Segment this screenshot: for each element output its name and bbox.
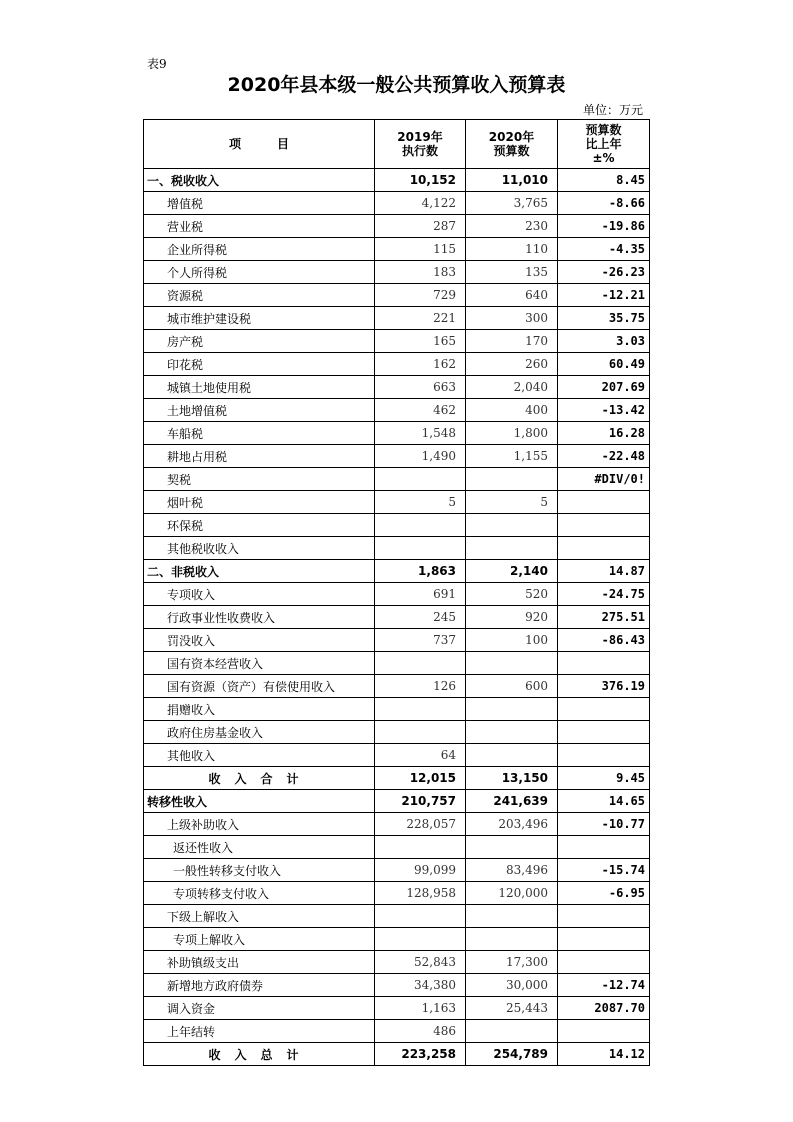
header-item: 项 目 xyxy=(144,120,375,169)
row-budget-2020: 30,000 xyxy=(466,974,558,997)
row-exec-2019: 34,380 xyxy=(375,974,466,997)
row-change-percent: -12.21 xyxy=(558,284,650,307)
row-budget-2020: 11,010 xyxy=(466,169,558,192)
row-budget-2020: 254,789 xyxy=(466,1043,558,1066)
row-change-percent xyxy=(558,537,650,560)
row-budget-2020: 2,140 xyxy=(466,560,558,583)
row-item-name: 环保税 xyxy=(144,514,375,537)
table-row xyxy=(144,514,650,537)
row-change-percent xyxy=(558,836,650,859)
row-budget-2020 xyxy=(466,698,558,721)
row-change-percent: -8.66 xyxy=(558,192,650,215)
table-row xyxy=(144,652,650,675)
table-row xyxy=(144,330,650,353)
row-exec-2019: 663 xyxy=(375,376,466,399)
row-exec-2019: 737 xyxy=(375,629,466,652)
row-exec-2019 xyxy=(375,698,466,721)
row-change-percent: -6.95 xyxy=(558,882,650,905)
row-change-percent xyxy=(558,744,650,767)
row-item-name: 个人所得税 xyxy=(144,261,375,284)
table-row xyxy=(144,744,650,767)
row-item-name: 国有资源（资产）有偿使用收入 xyxy=(144,675,375,698)
row-exec-2019: 245 xyxy=(375,606,466,629)
table-row xyxy=(144,882,650,905)
table-row xyxy=(144,928,650,951)
row-change-percent xyxy=(558,951,650,974)
row-change-percent: 2087.70 xyxy=(558,997,650,1020)
row-budget-2020 xyxy=(466,514,558,537)
table-row xyxy=(144,583,650,606)
row-budget-2020: 17,300 xyxy=(466,951,558,974)
row-exec-2019 xyxy=(375,836,466,859)
row-budget-2020 xyxy=(466,468,558,491)
row-change-percent: 14.65 xyxy=(558,790,650,813)
row-exec-2019: 1,548 xyxy=(375,422,466,445)
row-budget-2020: 300 xyxy=(466,307,558,330)
table-row xyxy=(144,468,650,491)
row-exec-2019: 183 xyxy=(375,261,466,284)
budget-table xyxy=(143,119,650,1066)
row-exec-2019: 10,152 xyxy=(375,169,466,192)
row-change-percent: -22.48 xyxy=(558,445,650,468)
row-item-name: 土地增值税 xyxy=(144,399,375,422)
row-exec-2019: 223,258 xyxy=(375,1043,466,1066)
table-row xyxy=(144,951,650,974)
row-exec-2019 xyxy=(375,652,466,675)
row-budget-2020 xyxy=(466,836,558,859)
document-title: 2020年县本级一般公共预算收入预算表 xyxy=(227,74,566,96)
row-change-percent: -24.75 xyxy=(558,583,650,606)
row-budget-2020: 203,496 xyxy=(466,813,558,836)
row-item-name: 其他税收收入 xyxy=(144,537,375,560)
row-item-name: 罚没收入 xyxy=(144,629,375,652)
row-budget-2020 xyxy=(466,1020,558,1043)
row-item-name: 上年结转 xyxy=(144,1020,375,1043)
row-change-percent: -86.43 xyxy=(558,629,650,652)
row-item-name: 车船税 xyxy=(144,422,375,445)
row-budget-2020: 400 xyxy=(466,399,558,422)
table-row xyxy=(144,698,650,721)
row-change-percent: 376.19 xyxy=(558,675,650,698)
row-item-name: 收入总计 xyxy=(144,1043,375,1066)
row-budget-2020: 241,639 xyxy=(466,790,558,813)
row-change-percent: -10.77 xyxy=(558,813,650,836)
row-exec-2019: 4,122 xyxy=(375,192,466,215)
row-budget-2020: 520 xyxy=(466,583,558,606)
table-row xyxy=(144,445,650,468)
row-change-percent: -26.23 xyxy=(558,261,650,284)
row-change-percent: 3.03 xyxy=(558,330,650,353)
table-row xyxy=(144,905,650,928)
row-item-name: 企业所得税 xyxy=(144,238,375,261)
row-exec-2019: 221 xyxy=(375,307,466,330)
row-change-percent: 8.45 xyxy=(558,169,650,192)
row-budget-2020: 600 xyxy=(466,675,558,698)
row-change-percent xyxy=(558,652,650,675)
table-row xyxy=(144,261,650,284)
row-budget-2020 xyxy=(466,928,558,951)
table-row xyxy=(144,721,650,744)
table-row xyxy=(144,192,650,215)
row-exec-2019: 1,163 xyxy=(375,997,466,1020)
row-item-name: 其他收入 xyxy=(144,744,375,767)
row-budget-2020 xyxy=(466,905,558,928)
row-change-percent: -13.42 xyxy=(558,399,650,422)
row-change-percent xyxy=(558,721,650,744)
row-change-percent xyxy=(558,928,650,951)
row-budget-2020: 25,443 xyxy=(466,997,558,1020)
table-row xyxy=(144,215,650,238)
row-change-percent: 9.45 xyxy=(558,767,650,790)
table-row xyxy=(144,399,650,422)
row-budget-2020 xyxy=(466,537,558,560)
row-change-percent: 275.51 xyxy=(558,606,650,629)
row-item-name: 耕地占用税 xyxy=(144,445,375,468)
table-header-row xyxy=(144,120,650,169)
row-item-name: 行政事业性收费收入 xyxy=(144,606,375,629)
row-change-percent: -12.74 xyxy=(558,974,650,997)
row-item-name: 捐赠收入 xyxy=(144,698,375,721)
row-budget-2020: 170 xyxy=(466,330,558,353)
row-item-name: 房产税 xyxy=(144,330,375,353)
row-exec-2019: 99,099 xyxy=(375,859,466,882)
row-budget-2020: 83,496 xyxy=(466,859,558,882)
row-exec-2019: 729 xyxy=(375,284,466,307)
row-exec-2019: 5 xyxy=(375,491,466,514)
row-exec-2019: 165 xyxy=(375,330,466,353)
row-change-percent xyxy=(558,1020,650,1043)
row-item-name: 增值税 xyxy=(144,192,375,215)
row-exec-2019 xyxy=(375,721,466,744)
row-exec-2019: 64 xyxy=(375,744,466,767)
table-row xyxy=(144,675,650,698)
table-row xyxy=(144,1043,650,1066)
table-row xyxy=(144,353,650,376)
row-change-percent xyxy=(558,491,650,514)
row-item-name: 一、税收收入 xyxy=(144,169,375,192)
row-item-name: 城镇土地使用税 xyxy=(144,376,375,399)
row-budget-2020: 230 xyxy=(466,215,558,238)
row-exec-2019: 128,958 xyxy=(375,882,466,905)
table-row xyxy=(144,974,650,997)
header-exec-2019: 2019年 执行数 xyxy=(375,120,466,169)
row-exec-2019: 12,015 xyxy=(375,767,466,790)
row-item-name: 印花税 xyxy=(144,353,375,376)
row-change-percent xyxy=(558,698,650,721)
row-item-name: 转移性收入 xyxy=(144,790,375,813)
row-change-percent: 35.75 xyxy=(558,307,650,330)
row-budget-2020: 1,155 xyxy=(466,445,558,468)
row-item-name: 契税 xyxy=(144,468,375,491)
table-row xyxy=(144,376,650,399)
row-exec-2019: 162 xyxy=(375,353,466,376)
row-item-name: 专项收入 xyxy=(144,583,375,606)
row-item-name: 新增地方政府债券 xyxy=(144,974,375,997)
row-budget-2020: 640 xyxy=(466,284,558,307)
row-exec-2019: 126 xyxy=(375,675,466,698)
row-item-name: 补助镇级支出 xyxy=(144,951,375,974)
table-row xyxy=(144,560,650,583)
row-budget-2020: 2,040 xyxy=(466,376,558,399)
row-exec-2019: 287 xyxy=(375,215,466,238)
row-item-name: 下级上解收入 xyxy=(144,905,375,928)
row-item-name: 政府住房基金收入 xyxy=(144,721,375,744)
row-exec-2019: 52,843 xyxy=(375,951,466,974)
row-exec-2019: 1,863 xyxy=(375,560,466,583)
row-change-percent: 14.12 xyxy=(558,1043,650,1066)
row-change-percent: 207.69 xyxy=(558,376,650,399)
row-budget-2020 xyxy=(466,744,558,767)
row-item-name: 返还性收入 xyxy=(144,836,375,859)
row-exec-2019 xyxy=(375,514,466,537)
row-exec-2019: 210,757 xyxy=(375,790,466,813)
row-item-name: 专项转移支付收入 xyxy=(144,882,375,905)
row-exec-2019 xyxy=(375,905,466,928)
table-row xyxy=(144,307,650,330)
row-change-percent: -19.86 xyxy=(558,215,650,238)
table-row xyxy=(144,767,650,790)
row-budget-2020: 135 xyxy=(466,261,558,284)
row-change-percent: #DIV/0! xyxy=(558,468,650,491)
row-item-name: 一般性转移支付收入 xyxy=(144,859,375,882)
table-row xyxy=(144,790,650,813)
row-item-name: 收入合计 xyxy=(144,767,375,790)
row-change-percent: 14.87 xyxy=(558,560,650,583)
table-row xyxy=(144,1020,650,1043)
row-item-name: 国有资本经营收入 xyxy=(144,652,375,675)
row-budget-2020 xyxy=(466,721,558,744)
row-item-name: 上级补助收入 xyxy=(144,813,375,836)
row-item-name: 城市维护建设税 xyxy=(144,307,375,330)
row-exec-2019: 486 xyxy=(375,1020,466,1043)
row-exec-2019 xyxy=(375,928,466,951)
row-item-name: 专项上解收入 xyxy=(144,928,375,951)
row-budget-2020: 120,000 xyxy=(466,882,558,905)
row-budget-2020: 260 xyxy=(466,353,558,376)
table-row xyxy=(144,629,650,652)
header-budget-2020: 2020年 预算数 xyxy=(466,120,558,169)
row-budget-2020: 920 xyxy=(466,606,558,629)
row-item-name: 营业税 xyxy=(144,215,375,238)
table-row xyxy=(144,284,650,307)
row-item-name: 烟叶税 xyxy=(144,491,375,514)
row-exec-2019 xyxy=(375,537,466,560)
row-budget-2020: 110 xyxy=(466,238,558,261)
header-change: 预算数 比上年 ±% xyxy=(558,120,650,169)
row-change-percent: 16.28 xyxy=(558,422,650,445)
row-budget-2020: 13,150 xyxy=(466,767,558,790)
row-change-percent: -4.35 xyxy=(558,238,650,261)
table-number: 表9 xyxy=(147,57,167,71)
row-budget-2020: 1,800 xyxy=(466,422,558,445)
row-budget-2020: 3,765 xyxy=(466,192,558,215)
row-exec-2019: 1,490 xyxy=(375,445,466,468)
row-exec-2019 xyxy=(375,468,466,491)
table-row xyxy=(144,491,650,514)
row-exec-2019: 691 xyxy=(375,583,466,606)
row-exec-2019: 228,057 xyxy=(375,813,466,836)
row-budget-2020: 100 xyxy=(466,629,558,652)
table-row xyxy=(144,606,650,629)
row-change-percent xyxy=(558,905,650,928)
row-item-name: 资源税 xyxy=(144,284,375,307)
row-budget-2020: 5 xyxy=(466,491,558,514)
table-row xyxy=(144,836,650,859)
row-change-percent: -15.74 xyxy=(558,859,650,882)
row-exec-2019: 115 xyxy=(375,238,466,261)
table-row xyxy=(144,238,650,261)
row-budget-2020 xyxy=(466,652,558,675)
table-row xyxy=(144,169,650,192)
row-item-name: 调入资金 xyxy=(144,997,375,1020)
table-row xyxy=(144,813,650,836)
table-row xyxy=(144,422,650,445)
row-change-percent: 60.49 xyxy=(558,353,650,376)
row-exec-2019: 462 xyxy=(375,399,466,422)
table-row xyxy=(144,859,650,882)
row-change-percent xyxy=(558,514,650,537)
table-row xyxy=(144,537,650,560)
unit-label: 单位：万元 xyxy=(583,103,644,117)
table-row xyxy=(144,997,650,1020)
row-item-name: 二、非税收入 xyxy=(144,560,375,583)
